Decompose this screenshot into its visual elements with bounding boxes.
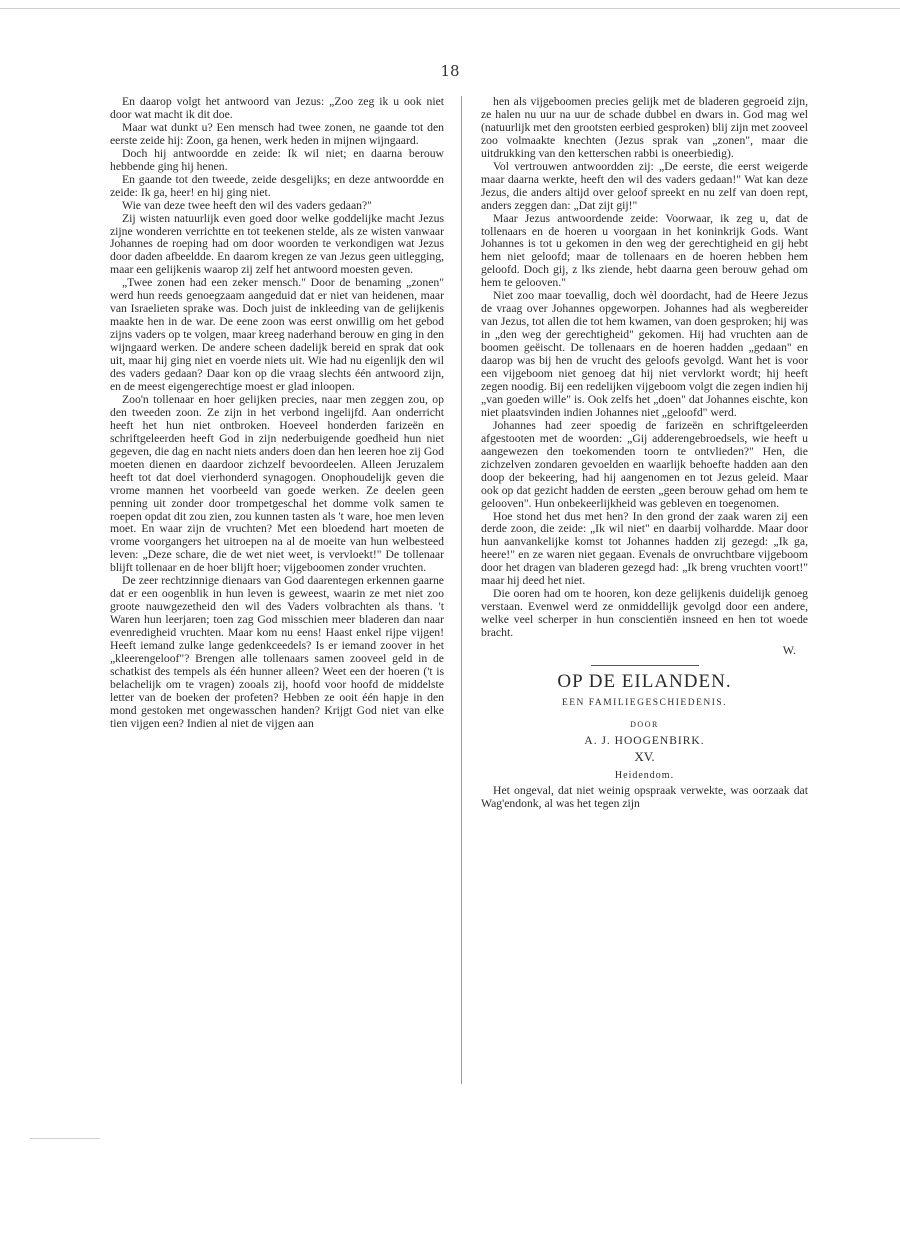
article-author: A. J. HOOGENBIRK. bbox=[584, 734, 705, 747]
left-column bbox=[110, 96, 444, 731]
paragraph: Niet zoo maar toevallig, doch wèl doordacht, had de Heere Jezus de vraag over Johannes opgeworpen. Johannes had als wegbereider van Jezus, tot allen die tot hem kwamen, van doen gesproken; hij was in „den weg der gerechtigheid" gekomen. Hij had vruchten aan de boomen geëischt. De tollenaars en de hoeren hadden „gedaan" en daarop was bij hen de vrucht des geloofs gevolgd. Want het is voor een vijgeboom niet genoeg dat hij niet vervlorkt wordt; hij heeft zegen noodig. Bij een redelijken vijgeboom volgt die zegen indien hij „van goeden wille" is. Ook zelfs het „doen" dat Johannes eischte, kon niet plaatsvinden indien Johannes niet „geloofd" werd. bbox=[481, 289, 808, 419]
scan-edge-bottom bbox=[30, 1138, 100, 1139]
paragraph: Hoe stond het dus met hen? In den grond der zaak waren zij een derde zoon, die zeide: „Ik wil niet" en daarbij volhardde. Maar door hun aanvankelijke komst tot Johannes hadden zij gezegd: „Ik ga, heere!" en ze waren niet gegaan. Evenals de onvruchtbare vijgeboom door het dragen van bladeren gezegd had: „Ik breng vruchten voort!" maar hij deed het niet. bbox=[481, 509, 808, 588]
paragraph: Doch hij antwoordde en zeide: Ik wil niet; en daarna berouw hebbende ging hij henen. bbox=[110, 146, 444, 173]
section-divider bbox=[591, 665, 699, 666]
paragraph: Maar wat dunkt u? Een mensch had twee zonen, ne gaande tot den eerste zeide hij: Zoon, ga henen, werk heden in mijnen wijngaard. bbox=[110, 120, 444, 147]
paragraph: De zeer rechtzinnige dienaars van God daarentegen erkennen gaarne dat er een oogenblik in hun leven is geweest, waarin ze met niet zoo groote nauwgezetheid den wil des Vaders volbrachten als thans. 't Waren hun leerjaren; toen zag God misschien meer bladeren dan naar evenredigheid vruchten. Maar kom nu eens! Haast enkel rijpe vijgen! Heeft iemand zulke lange gedenkceedels? Is er iemand zoover in het „kleerengeloof"? Brengen alle tollenaars samen zooveel geld in de schatkist des tempels als één hunner alleen? Weet een der hoeren ('t is belachelijk om te vragen) zooals zij, hoofd voor hoofd de middelste letter van de boeken der profeten? Hebben ze ooit één hapje in den mond gestoken met ongewasschen handen? Krijgt God niet van elke tien vijgen een? Indien al niet de vijgen aan bbox=[110, 574, 444, 730]
paragraph: Zij wisten natuurlijk even goed door welke goddelijke macht Jezus zijne wonderen verrichtte en tot teekenen stelde, als ze wisten vanwaar Johannes de roeping had om door woorden te verkondigen wat Jezus door daden afbeeldde. En daarom kregen ze van Jezus geen uitlegging, maar een gelijkenis waarop zij zelf het antwoord moesten geven. bbox=[110, 211, 444, 277]
byline-label: DOOR bbox=[630, 719, 659, 729]
paragraph: En daarop volgt het antwoord van Jezus: „Zoo zeg ik u ook niet door wat macht ik dit doe. bbox=[110, 95, 444, 121]
column-divider bbox=[461, 96, 462, 1084]
scan-edge-top bbox=[0, 8, 900, 9]
paragraph: Zoo'n tollenaar en hoer gelijken precies, naar men zeggen zou, op den tweeden zoon. Ze zijn in het verbond ingelijfd. Aan onderricht heeft het hun niet ontbroken. Hoeveel honderden farizeën en schriftgeleerden heeft God in zijn nederbuigende goedheid hun niet gegeven, die dag en nacht niets anders doen dan hen leeren hoe zij God moeten dienen en daardoor zichzelf bevoordeelen. Alleen Jeruzalem heeft tot dat doel vierhonderd synagogen. Onophoudelijk geven die vrome mannen het voorbeeld van goede werken. Ze deelen geen penning uit zonder door trompetgeschal het domme volk samen te roepen opdat dit zou zien, zou kunnen tasten als 't ware, hoe men leven moet. En waar zijn de vruchten? Met een bloedend hart moeten de vrome voorgangers het uitroepen na al de moeite van hun welbesteed leven: „Deze schare, die de wet niet weet, is vervloekt!" De tollenaar blijft tollenaar en de hoer blijft hoer; vijgeboomen zonder vruchten. bbox=[110, 392, 444, 575]
part-number: XV. bbox=[634, 748, 655, 764]
right-column bbox=[481, 96, 808, 811]
article-title: OP DE EILANDEN. bbox=[557, 670, 732, 692]
paragraph: Vol vertrouwen antwoordden zij: „De eerste, die eerst weigerde maar daarna werkte, heeft den wil des vaders gedaan!" Wat kan deze Jezus, die anders altijd over geloof spreekt en nu zelf van doen rept, anders zeggen dan: „Dat zijt gij!" bbox=[481, 159, 808, 212]
article-subtitle: EEN FAMILIEGESCHIEDENIS. bbox=[561, 697, 728, 708]
paragraph: Johannes had zeer spoedig de farizeën en schriftgeleerden afgestooten met de woorden: „Gij adderengebroedsels, wie heeft u aangewezen den toekomenden toorn te ontvlieden?" Hen, die zichzelven zondaren gevoelden en waarlijk behoefte hadden aan den doop der bekeering, had hij aangenomen en tot Jezus geleid. Maar ook op dat gezicht hadden de eersten „geen berouw gehad om hem te gelooven". Hun onbekeerlijkheid was gebleven en toegenomen. bbox=[481, 418, 808, 510]
paragraph: Het ongeval, dat niet weinig opspraak verwekte, was oorzaak dat Wag'endonk, al was het tegen zijn bbox=[481, 783, 808, 810]
author-signature: W. bbox=[782, 643, 796, 658]
chapter-title: Heidendom. bbox=[614, 769, 675, 781]
page-number: 18 bbox=[440, 62, 460, 80]
paragraph: En gaande tot den tweede, zeide desgelijks; en deze antwoordde en zeide: Ik ga, heer! en hij ging niet. bbox=[110, 172, 444, 199]
paragraph: Die ooren had om te hooren, kon deze gelijkenis duidelijk genoeg verstaan. Evenwel werd ze onmiddellijk gevolgd door een andere, welke veel scherper in hun conscientiën insneed en hen tot woede bracht. bbox=[481, 587, 808, 640]
paragraph: Maar Jezus antwoordende zeide: Voorwaar, ik zeg u, dat de tollenaars en de hoeren u voorgaan in het koninkrijk Gods. Want Johannes is tot u gekomen in den weg der gerechtigheid en gij hebt hem niet geloofd; maar de tollenaars en de hoeren hebben hem geloofd. Doch gij, z lks ziende, hebt daarna geen berouw gehad om hem te gelooven." bbox=[481, 211, 808, 290]
paragraph: Wie van deze twee heeft den wil des vaders gedaan?" bbox=[122, 198, 372, 212]
paragraph: hen als vijgeboomen precies gelijk met de bladeren gegroeid zijn, ze halen nu uur na uur de schade dubbel en dwars in. God mag wel (natuurlijk met den grootsten eerbied gesproken) blij zijn met zooveel zoo volmaakte knechten (Jezus sprak van „zonen", maar die uitdrukking van den ketterschen rabbi is oneerbiedig). bbox=[481, 95, 808, 160]
paragraph: „Twee zonen had een zeker mensch." Door de benaming „zonen" werd hun reeds genoegzaam aangeduid dat er niet van heidenen, maar van Israelieten sprake was. Doch juist de inkleeding van de gelijkenis maakte hen in de war. De eene zoon was eerst onwillig om het gebod zijns vaders op te volgen, maar kreeg naderhand berouw en ging in den wijngaard werken. De andere scheen dadelijk bereid en sprak dat ook uit, maar hij ging niet en voerde niets uit. Wie had nu eigenlijk den wil des vaders gedaan? Daar kon op die vraag slechts één antwoord zijn, en de meest eigengerechtige moest er glad inloopen. bbox=[110, 276, 444, 393]
